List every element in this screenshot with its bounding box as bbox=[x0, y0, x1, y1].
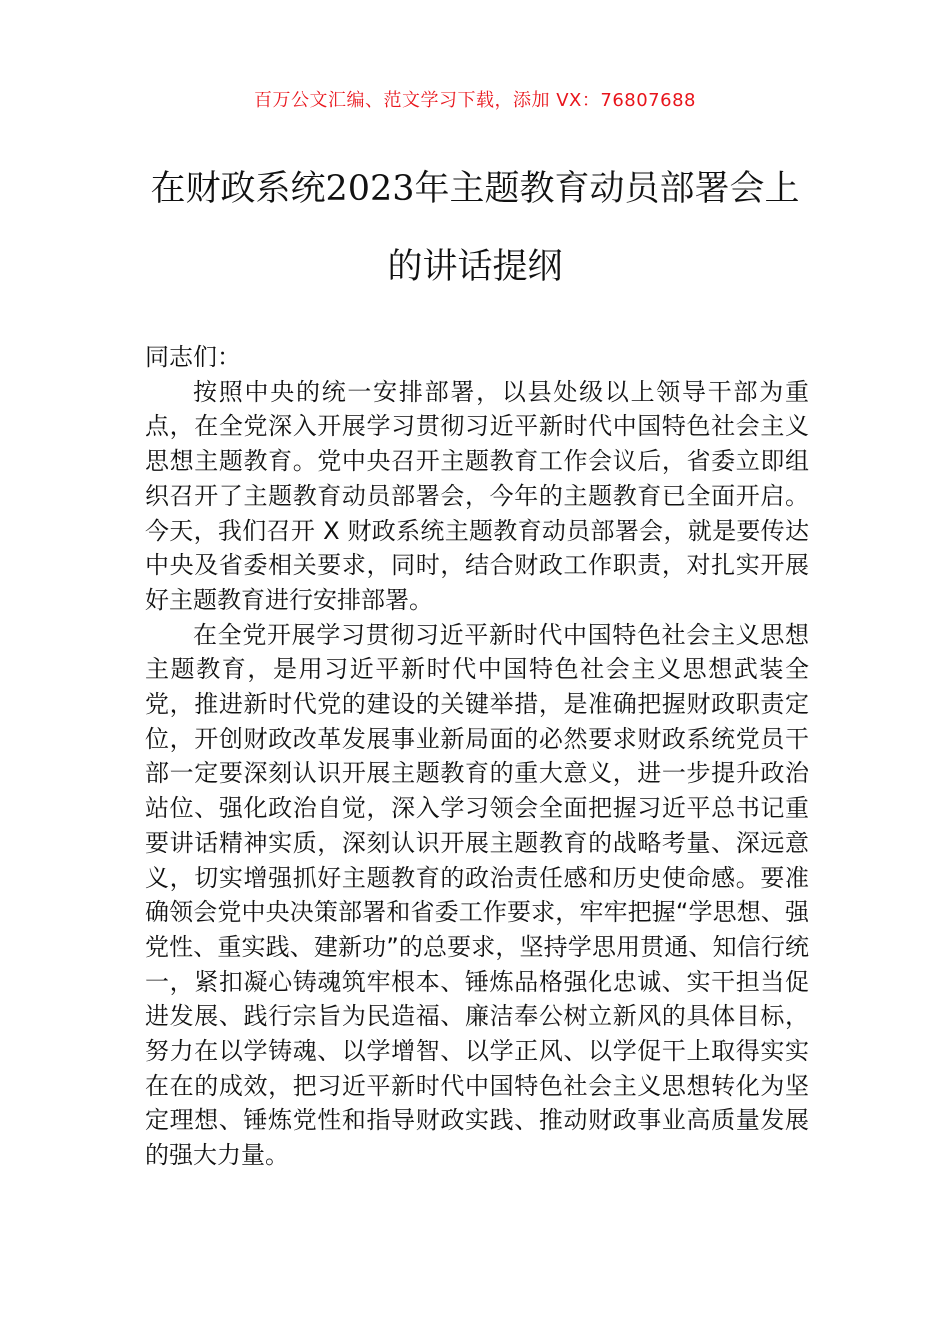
salutation: 同志们： bbox=[145, 343, 241, 371]
paragraph-1: 按照中央的统一安排部署，以县处级以上领导干部为重点，在全党深入开展学习贯彻习近平新时代中国特色社会主义思想主题教育。党中央召开主题教育工作会议后，省委立即组织召开了主题教育动员部署会，今年的主题教育已全面开启。今天，我们召开 X 财政系统主题教育动员部署会，就是要传达中央及省委相关要求，同时，结合财政工作职责，对扎实开展好主题教育进行安排部署。 bbox=[145, 377, 809, 614]
paragraph-2: 在全党开展学习贯彻习近平新时代中国特色社会主义思想主题教育，是用习近平新时代中国特色社会主义思想武装全党，推进新时代党的建设的关键举措，是准确把握财政职责定位，开创财政改革发展事业新局面的必然要求财政系统党员干部一定要深刻认识开展主题教育的重大意义，进一步提升政治站位、强化政治自觉，深入学习领会全面把握习近平总书记重要讲话精神实质，深刻认识开展主题教育的战略考量、深远意义，切实增强抓好主题教育的政治责任感和历史使命感。要准确领会党中央决策部署和省委工作要求，牢牢把握“学思想、强党性、重实践、建新功”的总要求，坚持学思用贯通、知信行统一，紧扣凝心铸魂筑牢根本、锤炼品格强化忠诚、实干担当促进发展、践行宗旨为民造福、廉洁奉公树立新风的具体目标，努力在以学铸魂、以学增智、以学正风、以学促干上取得实实在在的成效，把习近平新时代中国特色社会主义思想转化为坚定理想、锤炼党性和指导财政实践、推动财政事业高质量发展的强大力量。 bbox=[145, 620, 809, 1170]
document-body bbox=[145, 340, 809, 1173]
header-watermark-note: 百万公文汇编、范文学习下载，添加 VX：76807688 bbox=[254, 90, 696, 111]
document-title: 在财政系统2023年主题教育动员部署会上的讲话提纲 bbox=[150, 169, 800, 287]
